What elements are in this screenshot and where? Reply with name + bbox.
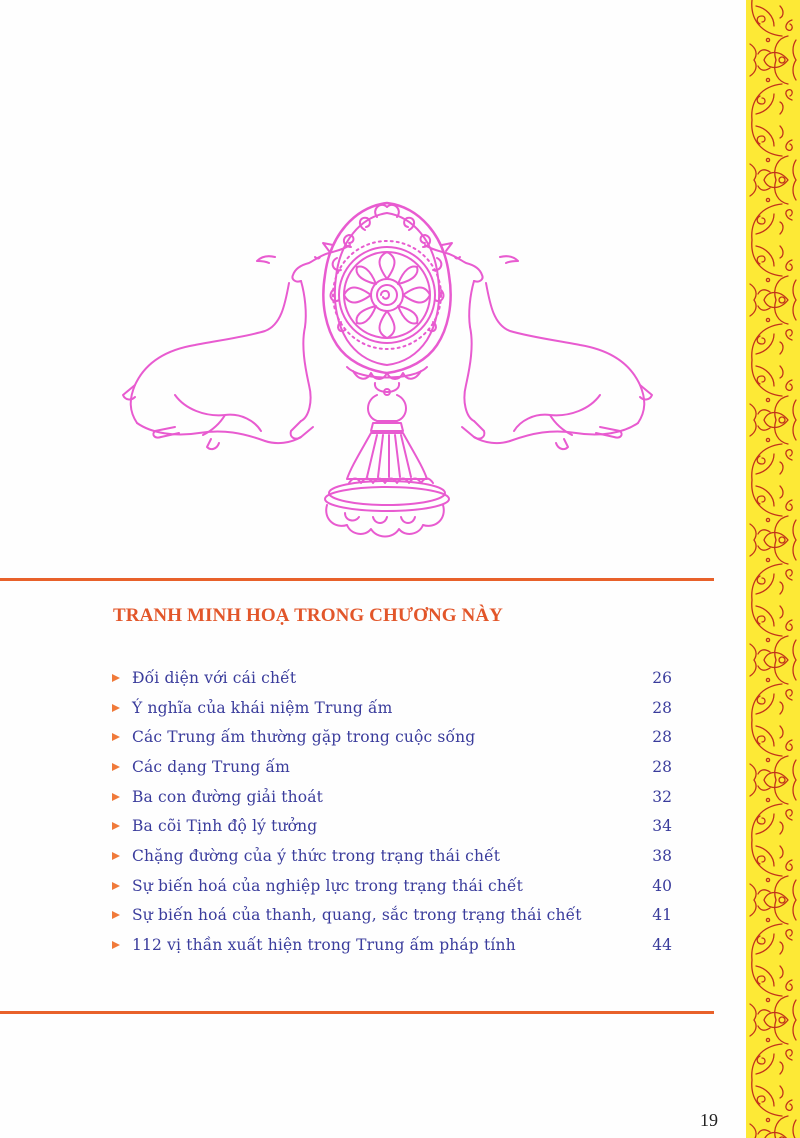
list-item[interactable] — [110, 811, 672, 841]
dharma-wheel-icon — [323, 203, 450, 537]
triangle-bullet-icon — [112, 763, 120, 771]
illustrations-list — [110, 663, 672, 960]
list-item-page-number: 41 — [652, 906, 672, 925]
list-item-page-number: 28 — [652, 728, 672, 747]
list-item[interactable] — [110, 841, 672, 871]
list-item-label: Các Trung ấm thường gặp trong cuộc sống — [132, 728, 476, 747]
list-item-page-number: 40 — [652, 876, 672, 895]
triangle-bullet-icon — [112, 733, 120, 741]
list-item-label: Chặng đường của ý thức trong trạng thái chết — [132, 846, 501, 865]
list-item-page-number: 44 — [652, 936, 672, 955]
list-item-page-number: 32 — [652, 787, 672, 806]
list-item-page-number: 26 — [652, 668, 672, 687]
triangle-bullet-icon — [112, 941, 120, 949]
list-item-label: Ba con đường giải thoát — [132, 787, 324, 806]
list-item[interactable] — [110, 752, 672, 782]
triangle-bullet-icon — [112, 704, 120, 712]
triangle-bullet-icon — [112, 911, 120, 919]
decorative-floral-border — [746, 0, 800, 1138]
triangle-bullet-icon — [112, 674, 120, 682]
list-item[interactable] — [110, 901, 672, 931]
list-item[interactable] — [110, 722, 672, 752]
dharma-wheel-illustration — [115, 195, 660, 555]
list-item[interactable] — [110, 663, 672, 693]
list-item-page-number: 38 — [652, 846, 672, 865]
list-item[interactable] — [110, 871, 672, 901]
list-item-label: Đối diện với cái chết — [132, 668, 297, 687]
bottom-divider-rule — [0, 1011, 714, 1014]
right-deer-icon — [425, 243, 652, 449]
list-item-label: Sự biến hoá của thanh, quang, sắc trong trạng thái chết — [132, 906, 582, 925]
triangle-bullet-icon — [112, 793, 120, 801]
list-item-label: Các dạng Trung ấm — [132, 757, 291, 776]
triangle-bullet-icon — [112, 852, 120, 860]
floral-pattern-icon — [746, 0, 800, 1138]
list-item-page-number: 28 — [652, 757, 672, 776]
list-item-label: Sự biến hoá của nghiệp lực trong trạng thái chết — [132, 876, 524, 895]
left-deer-icon — [123, 243, 350, 449]
top-divider-rule — [0, 578, 714, 581]
list-item[interactable] — [110, 693, 672, 723]
list-item-page-number: 28 — [652, 698, 672, 717]
list-item-page-number: 34 — [652, 817, 672, 836]
list-item[interactable] — [110, 782, 672, 812]
list-item[interactable] — [110, 930, 672, 960]
triangle-bullet-icon — [112, 822, 120, 830]
page-number: 19 — [700, 1110, 718, 1130]
section-title: TRANH MINH HOẠ TRONG CHƯƠNG NÀY — [113, 605, 503, 626]
list-item-label: Ba cõi Tịnh độ lý tưởng — [132, 817, 318, 836]
triangle-bullet-icon — [112, 882, 120, 890]
list-item-label: 112 vị thần xuất hiện trong Trung ấm pháp tính — [132, 936, 516, 955]
list-item-label: Ý nghĩa của khái niệm Trung ấm — [132, 698, 393, 717]
